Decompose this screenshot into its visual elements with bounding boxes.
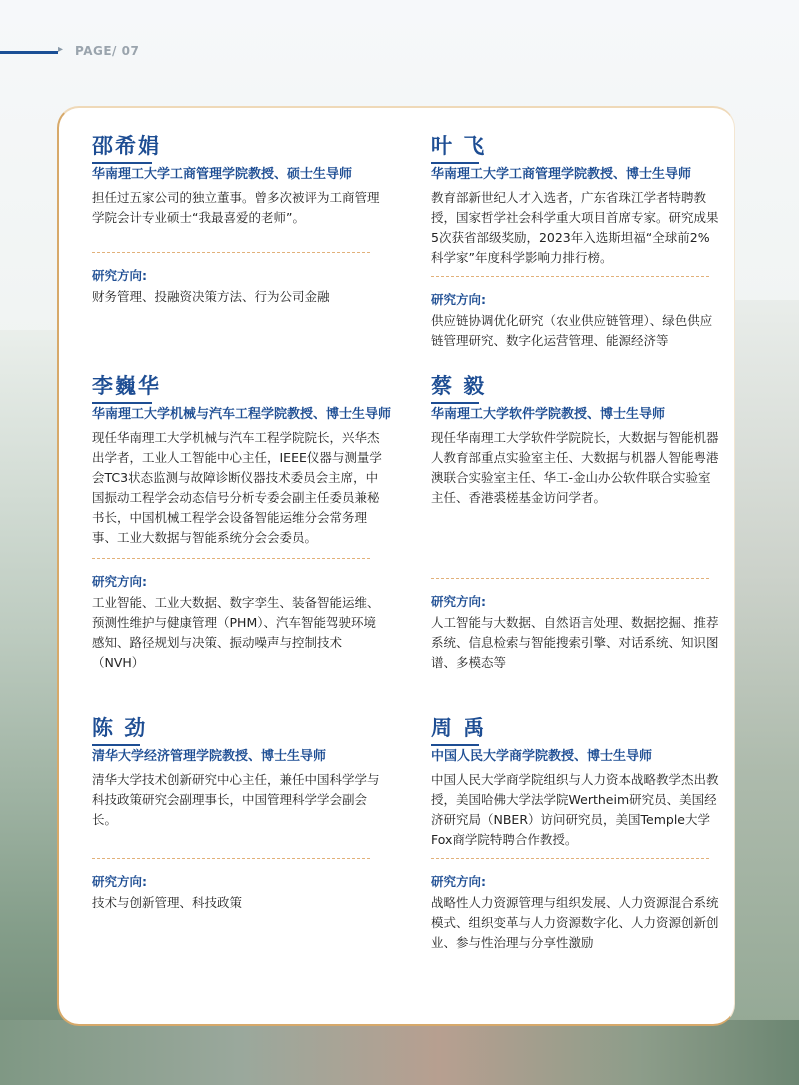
- profile-shao-xijuan: [92, 132, 382, 307]
- profile-title: 清华大学经济管理学院教授、博士生导师: [92, 749, 327, 764]
- page-number: PAGE/ 07: [75, 44, 140, 58]
- dashed-divider: [431, 578, 709, 579]
- arrow-icon: ▸: [58, 44, 64, 55]
- dashed-divider: [431, 858, 709, 859]
- profile-chen-jin: [92, 714, 382, 913]
- page-header: [0, 42, 300, 62]
- profile-title: 华南理工大学机械与汽车工程学院教授、博士生导师: [92, 407, 392, 422]
- name-underline: [431, 744, 479, 746]
- profile-li-weihua: [92, 372, 392, 673]
- profile-bio: 担任过五家公司的独立董事。曾多次被评为工商管理学院会计专业硕士“我最喜爱的老师”。: [92, 190, 380, 225]
- profile-name: 周 禹: [431, 716, 487, 740]
- research-text: 工业智能、工业大数据、数字孪生、装备智能运维、预测性维护与健康管理（PHM）、汽车智能驾驶环境感知、路径规划与决策、振动噪声与控制技术（NVH）: [92, 595, 380, 670]
- profile-cai-yi: [431, 372, 721, 673]
- dashed-divider: [431, 276, 709, 277]
- profile-name: 叶 飞: [431, 134, 487, 158]
- research-label: 研究方向:: [431, 874, 486, 889]
- research-label: 研究方向:: [431, 594, 486, 609]
- profile-ye-fei: [431, 132, 721, 351]
- profile-bio: 中国人民大学商学院组织与人力资本战略教学杰出教授，美国哈佛大学法学院Wertheim研究员、美国经济研究局（NBER）访问研究员，美国Temple大学Fox商学院特聘合作教授。: [431, 772, 719, 847]
- name-underline: [92, 744, 140, 746]
- dashed-divider: [92, 858, 370, 859]
- research-text: 人工智能与大数据、自然语言处理、数据挖掘、推荐系统、信息检索与智能搜索引擎、对话系统、知识图谱、多模态等: [431, 615, 719, 670]
- profile-bio: 现任华南理工大学软件学院院长，大数据与智能机器人教育部重点实验室主任、大数据与机器人智能粤港澳联合实验室主任、华工-金山办公软件联合实验室主任、香港裘槎基金访问学者。: [431, 430, 719, 505]
- name-underline: [431, 402, 479, 404]
- profile-bio: 清华大学技术创新研究中心主任，兼任中国科学学与科技政策研究会副理事长，中国管理科学学会副会长。: [92, 772, 380, 827]
- profile-title: 华南理工大学工商管理学院教授、博士生导师: [431, 167, 692, 182]
- profile-name: 邵希娟: [92, 134, 161, 158]
- profile-name: 李巍华: [92, 374, 161, 398]
- dashed-divider: [92, 252, 370, 253]
- name-underline: [431, 162, 479, 164]
- research-text: 财务管理、投融资决策方法、行为公司金融: [92, 289, 330, 304]
- research-label: 研究方向:: [431, 292, 486, 307]
- name-underline: [92, 162, 152, 164]
- profile-name: 陈 劲: [92, 716, 148, 740]
- profile-bio: 现任华南理工大学机械与汽车工程学院院长，兴华杰出学者，工业人工智能中心主任，IEEE仪器与测量学会TC3状态监测与故障诊断仪器技术委员会主席，中国振动工程学会动态信号分析专委会副主任委员兼秘书长，中国机械工程学会设备智能运维分会常务理事、工业大数据与智能系统分会会委员。: [92, 430, 382, 545]
- profile-title: 华南理工大学工商管理学院教授、硕士生导师: [92, 167, 353, 182]
- dashed-divider: [92, 558, 370, 559]
- research-text: 供应链协调优化研究（农业供应链管理）、绿色供应链管理研究、数字化运营管理、能源经济等: [431, 313, 713, 348]
- research-label: 研究方向:: [92, 574, 147, 589]
- profile-bio: 教育部新世纪人才入选者，广东省珠江学者特聘教授，国家哲学社会科学重大项目首席专家。研究成果5次获省部级奖励，2023年入选斯坦福“全球前2%科学家”年度科学影响力排行榜。: [431, 190, 719, 265]
- profile-name: 蔡 毅: [431, 374, 487, 398]
- research-text: 技术与创新管理、科技政策: [92, 895, 243, 910]
- research-text: 战略性人力资源管理与组织发展、人力资源混合系统模式、组织变革与人力资源数字化、人力资源创新创业、参与性治理与分享性激励: [431, 895, 719, 950]
- research-label: 研究方向:: [92, 874, 147, 889]
- background-photo-bottom: [0, 1020, 799, 1085]
- research-label: 研究方向:: [92, 268, 147, 283]
- name-underline: [92, 402, 152, 404]
- profile-title: 华南理工大学软件学院教授、博士生导师: [431, 407, 666, 422]
- background-photo-right: [729, 300, 799, 1085]
- profile-title: 中国人民大学商学院教授、博士生导师: [431, 749, 653, 764]
- profile-zhou-yu: [431, 714, 721, 953]
- header-rule: [0, 51, 58, 54]
